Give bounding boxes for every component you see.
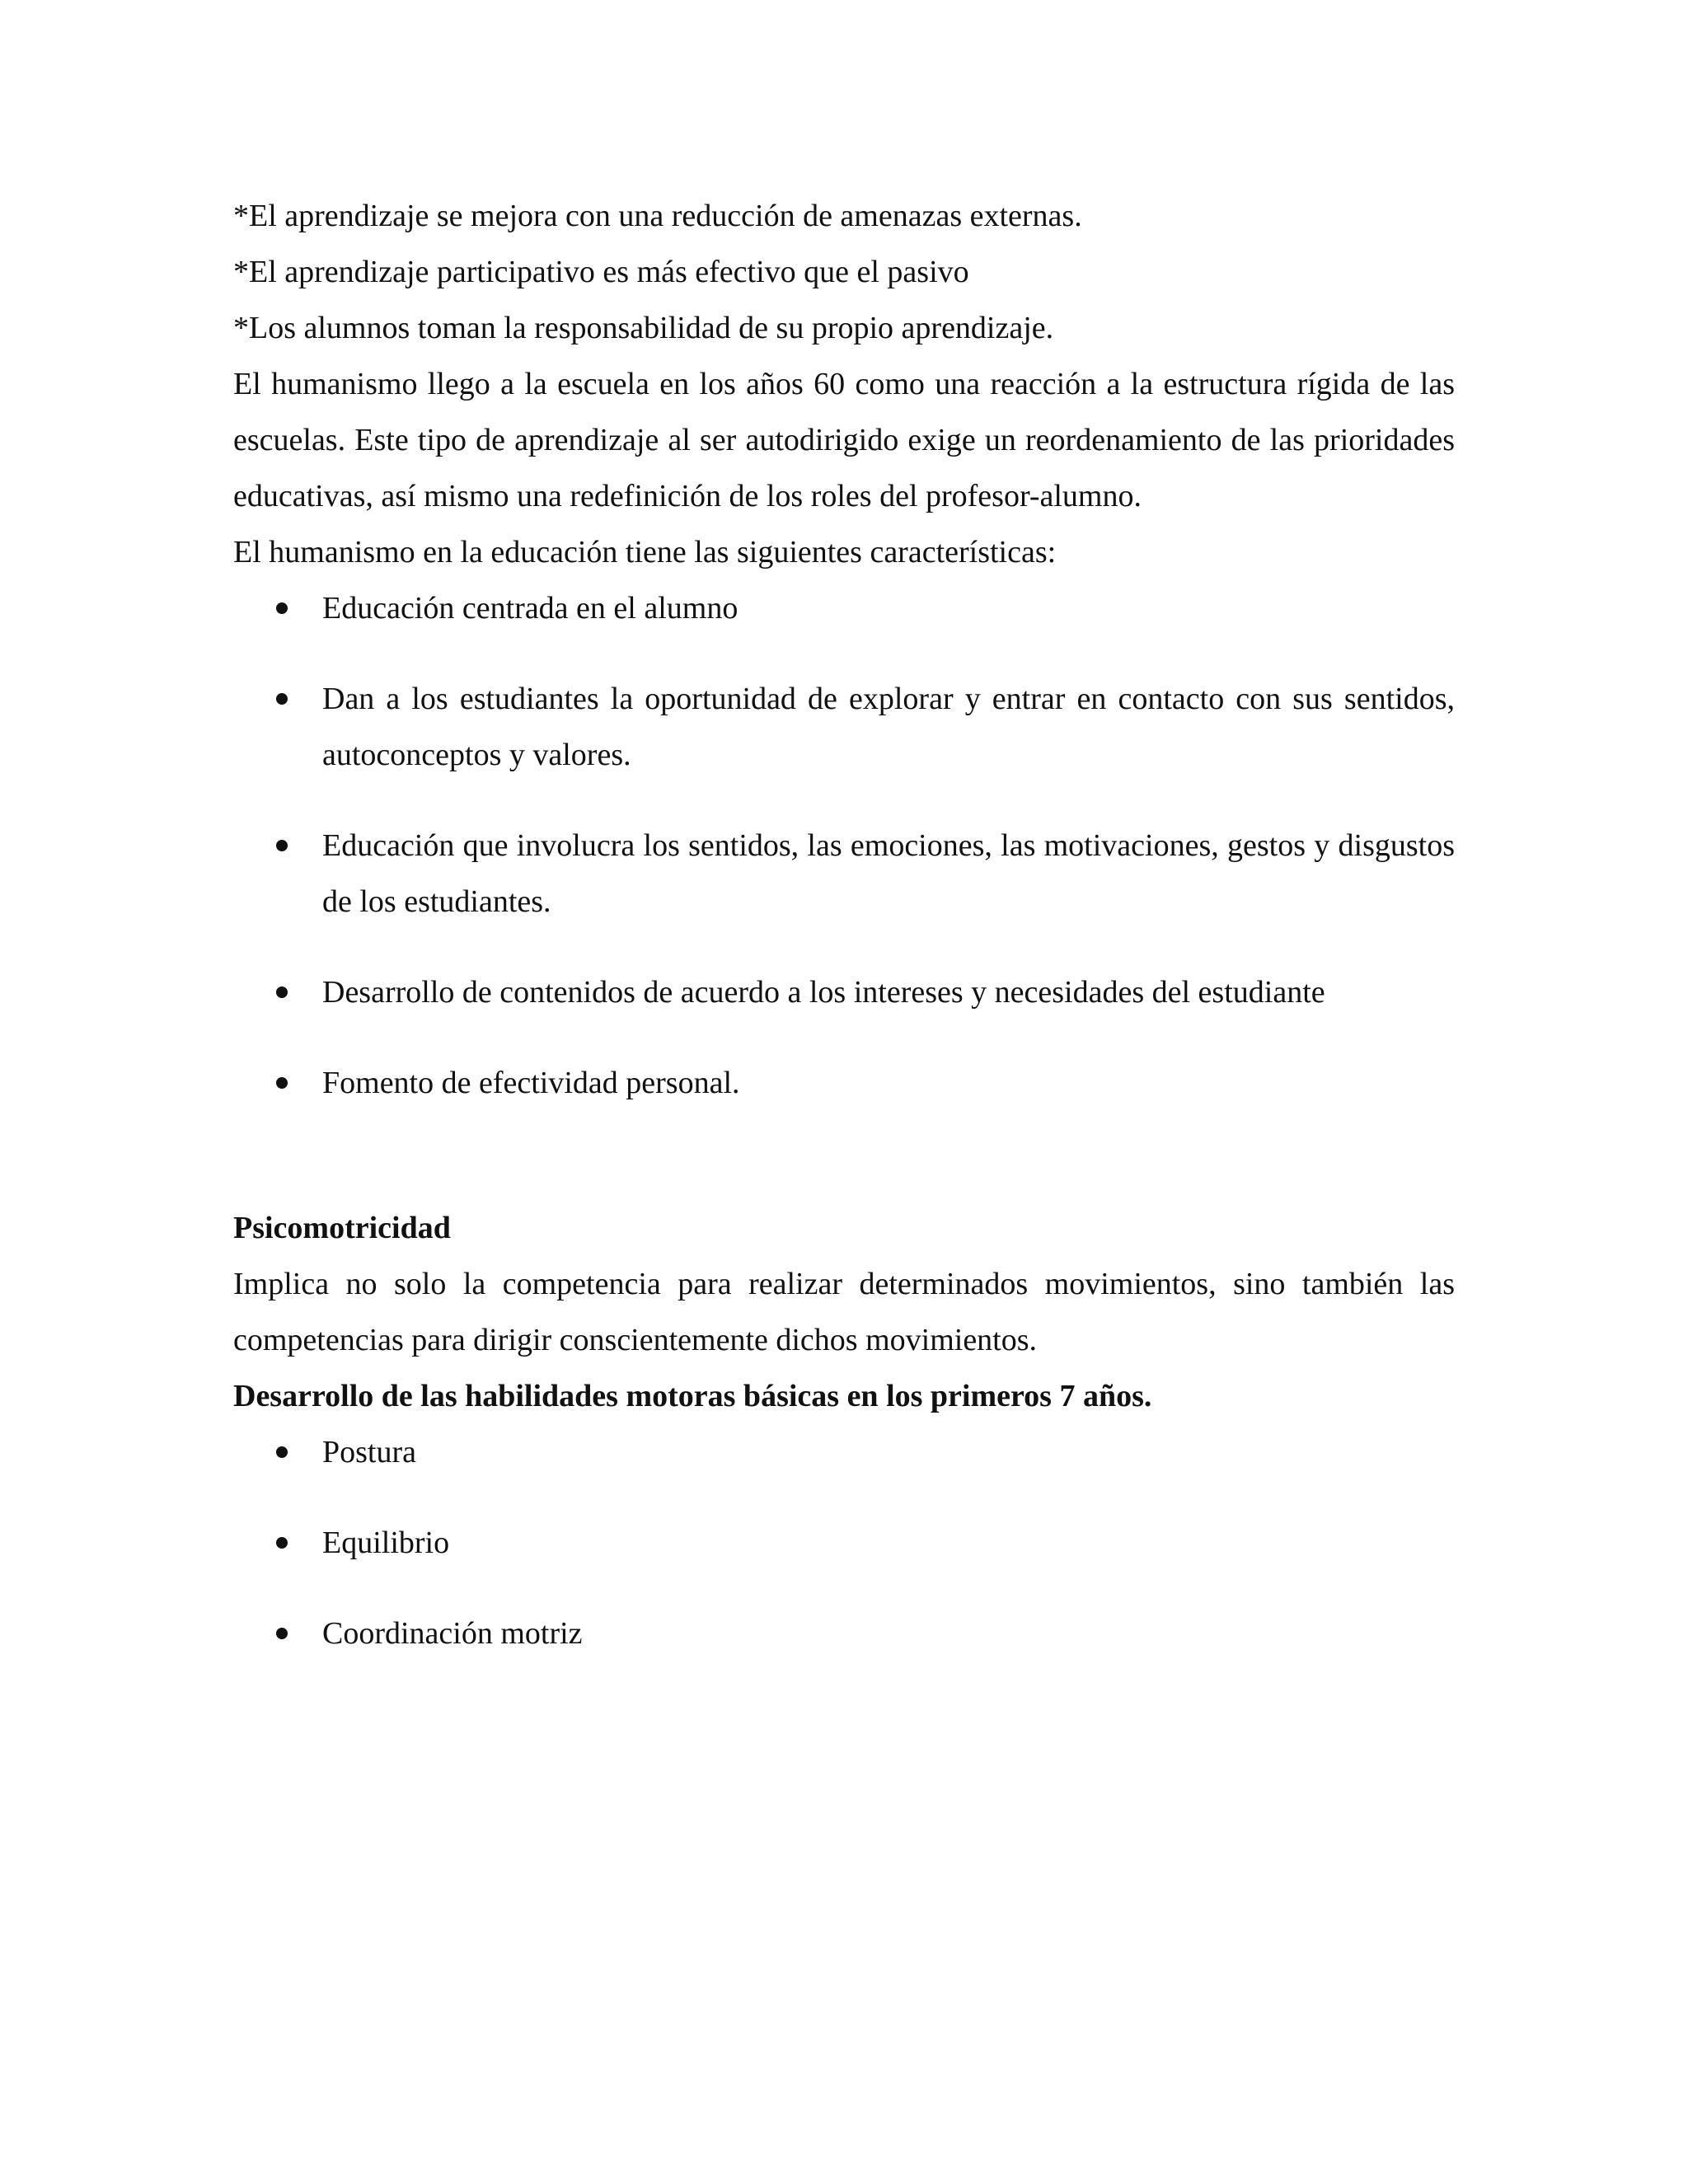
list-item [233,818,1455,930]
section-heading-motor-skills: Desarrollo de las habilidades motoras básicas en los primeros 7 años. [233,1379,1152,1413]
bullet-icon [276,602,288,614]
intro-line: *El aprendizaje se mejora con una reducción de amenazas externas. [233,199,1082,233]
list-item [233,580,1455,636]
bullet-icon [276,1537,288,1549]
bullet-icon [276,1446,288,1458]
list-item [233,1515,1455,1571]
list-item [233,964,1455,1020]
motor-skills-list [233,1424,1455,1661]
intro-line: *Los alumnos toman la responsabilidad de su propio aprendizaje. [233,311,1054,345]
list-item-text: Educación que involucra los sentidos, las emociones, las motivaciones, gestos y disgustos de los estudiantes. [322,828,1455,919]
characteristics-intro: El humanismo en la educación tiene las siguientes características: [233,535,1057,569]
characteristics-list [233,580,1455,1111]
intro-line: *El aprendizaje participativo es más efectivo que el pasivo [233,255,969,289]
humanism-paragraph: El humanismo llego a la escuela en los años 60 como una reacción a la estructura rígida de las escuelas. Este tipo de aprendizaje al ser autodirigido exige un reordenamiento de las prioridades educativas, así mismo una redefinición de los roles del profesor-alumno. [233,367,1455,513]
section-heading-psychomotor: Psicomotricidad [233,1211,451,1245]
bullet-icon [276,1628,288,1639]
psychomotor-paragraph: Implica no solo la competencia para realizar determinados movimientos, sino también las competencias para dirigir conscientemente dichos movimientos. [233,1267,1455,1357]
document-page [233,188,1455,1696]
bullet-icon [276,840,288,851]
list-item-text: Dan a los estudiantes la oportunidad de explorar y entrar en contacto con sus sentidos, autoconceptos y valores. [322,682,1455,772]
list-item-text: Postura [322,1435,416,1469]
list-item-text: Educación centrada en el alumno [322,591,738,626]
list-item [233,1424,1455,1480]
bullet-icon [276,987,288,998]
section-spacer [233,1111,1455,1200]
list-item-text: Desarrollo de contenidos de acuerdo a los intereses y necesidades del estudiante [322,975,1325,1010]
bullet-icon [276,1077,288,1089]
list-item [233,1605,1455,1661]
list-item [233,1055,1455,1111]
list-item-text: Coordinación motriz [322,1616,583,1651]
list-item [233,671,1455,783]
bullet-icon [276,693,288,705]
list-item-text: Fomento de efectividad personal. [322,1066,740,1100]
list-item-text: Equilibrio [322,1526,450,1560]
